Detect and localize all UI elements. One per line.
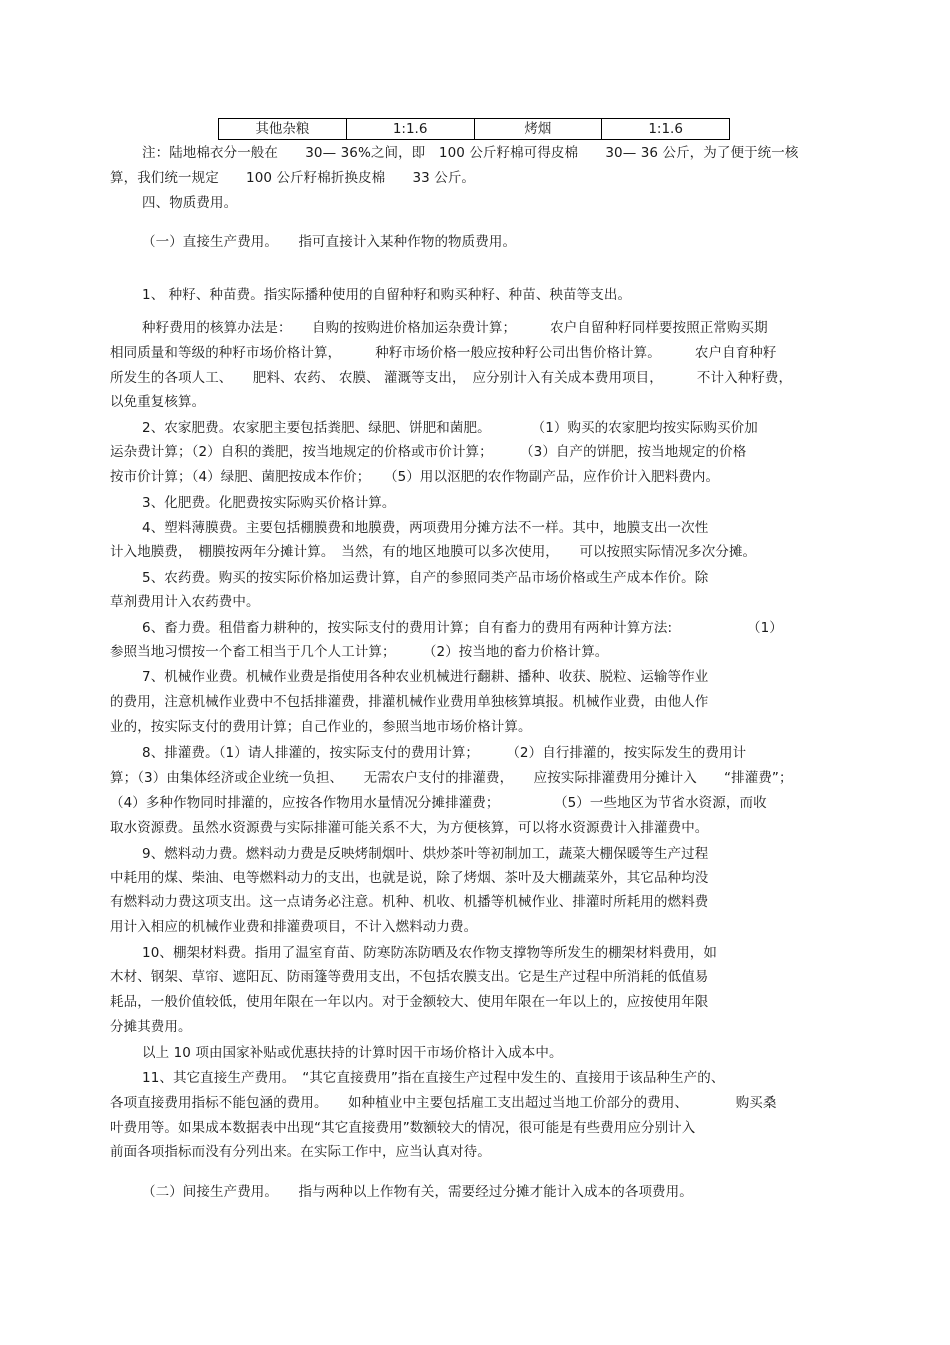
- item-10-line: 耗品，一般价值较低，使用年限在一年以内。对于金额较大、使用年限在一年以上的，应按使用年限: [110, 994, 709, 1010]
- table-cell-crop-tobacco: 烤烟: [474, 119, 602, 140]
- item-9-line: 9、燃料动力费。燃料动力费是反映烤制烟叶、烘炒茶叶等初制加工，蔬菜大棚保暖等生产过程: [142, 846, 709, 862]
- item-2-line: 运杂费计算；（2）自积的粪肥，按当地规定的价格或市价计算； （3）自产的饼肥，按当地规定的价格: [110, 444, 747, 460]
- item-11-line: 11、其它直接生产费用。 “其它直接费用”指在直接生产过程中发生的、直接用于该品种生产的、: [142, 1070, 725, 1086]
- item-8-line: 8、排灌费。（1）请人排灌的，按实际支付的费用计算； （2）自行排灌的，按实际发生的费用计: [142, 745, 747, 761]
- item-9-line: 中耗用的煤、柴油、电等燃料动力的支出，也就是说，除了烤烟、茶叶及大棚蔬菜外，其它品种均没: [110, 870, 709, 886]
- item-8-line: 取水资源费。虽然水资源费与实际排灌可能关系不大，为方便核算，可以将水资源费计入排灌费中。: [110, 820, 709, 836]
- paragraph-line: 相同质量和等级的种籽市场价格计算， 种籽市场价格一般应按种籽公司出售价格计算。 农户自育种籽: [110, 345, 777, 361]
- item-5-line: 草剂费用计入农药费中。: [110, 594, 260, 610]
- item-9-line: 有燃料动力费这项支出。这一点请务必注意。机种、机收、机播等机械作业、排灌时所耗用的燃料费: [110, 894, 709, 910]
- item-11-line: 各项直接费用指标不能包涵的费用。 如种植业中主要包括雇工支出超过当地工价部分的费用、 购买桑: [110, 1095, 777, 1111]
- item-7-line: 7、机械作业费。机械作业费是指使用各种农业机械进行翻耕、播种、收获、脱粒、运输等作业: [142, 669, 709, 685]
- item-7-line: 业的，按实际支付的费用计算；自己作业的，参照当地市场价格计算。: [110, 719, 532, 735]
- item-7-line: 的费用，注意机械作业费中不包括排灌费，排灌机械作业费用单独核算填报。机械作业费，由他人作: [110, 694, 709, 710]
- item-9-line: 用计入相应的机械作业费和排灌费项目，不计入燃料动力费。: [110, 919, 478, 935]
- paragraph-line: 所发生的各项人工、 肥料、农药、 农膜、 灌溉等支出， 应分别计入有关成本费用项目， 不计入种籽费，: [110, 370, 793, 386]
- note-line-2: 算，我们统一规定 100 公斤籽棉折换皮棉 33 公斤。: [110, 170, 476, 186]
- item-2-line: 按市价计算；（4）绿肥、菌肥按成本作价； （5）用以沤肥的农作物副产品，应作价计入肥料费内。: [110, 469, 720, 485]
- item-1-heading: 1、 种籽、种苗费。指实际播种使用的自留种籽和购买种籽、种苗、秧苗等支出。: [142, 287, 632, 303]
- item-2-line: 2、农家肥费。农家肥主要包括粪肥、绿肥、饼肥和菌肥。 （1）购买的农家肥均按实际购买价加: [142, 420, 758, 436]
- subsection-heading-indirect-costs: （二）间接生产费用。 指与两种以上作物有关，需要经过分摊才能计入成本的各项费用。: [142, 1184, 693, 1200]
- item-11-line: 叶费用等。如果成本数据表中出现“其它直接费用”数额较大的情况，很可能是有些费用应分别计入: [110, 1120, 696, 1136]
- conversion-ratio-table: [218, 118, 730, 140]
- table-cell-crop-grain: 其他杂粮: [219, 119, 347, 140]
- item-3-line: 3、化肥费。化肥费按实际购买价格计算。: [142, 495, 396, 511]
- item-11-line: 前面各项指标而没有分列出来。在实际工作中，应当认真对待。: [110, 1144, 491, 1160]
- paragraph-line: 以免重复核算。: [110, 394, 206, 410]
- item-6-line: 6、畜力费。租借畜力耕种的，按实际支付的费用计算；自有畜力的费用有两种计算方法: （1）: [142, 620, 783, 636]
- item-8-line: （4）多种作物同时排灌的，应按各作物用水量情况分摊排灌费； （5）一些地区为节省水资源，而收: [110, 795, 767, 811]
- item-10-line: 分摊其费用。: [110, 1019, 192, 1035]
- item-4-line: 4、塑料薄膜费。主要包括棚膜费和地膜费，两项费用分摊方法不一样。其中，地膜支出一次性: [142, 520, 709, 536]
- item-5-line: 5、农药费。购买的按实际价格加运费计算，自产的参照同类产品市场价格或生产成本作价。除: [142, 570, 709, 586]
- subsection-heading-direct-costs: （一）直接生产费用。 指可直接计入某种作物的物质费用。: [142, 234, 517, 250]
- table-row: [219, 119, 730, 140]
- table-cell-ratio-grain: 1:1.6: [346, 119, 474, 140]
- paragraph-line: 种籽费用的核算办法是： 自购的按购进价格加运杂费计算； 农户自留种籽同样要按照正常购买期: [142, 320, 768, 336]
- item-6-line: 参照当地习惯按一个畜工相当于几个人工计算； （2）按当地的畜力价格计算。: [110, 644, 609, 660]
- table-cell-ratio-tobacco: 1:1.6: [602, 119, 730, 140]
- item-10-line: 10、棚架材料费。指用了温室育苗、防寒防冻防晒及农作物支撑物等所发生的棚架材料费用，如: [142, 945, 717, 961]
- item-10-line: 木材、钢架、草帘、遮阳瓦、防雨篷等费用支出，不包括农膜支出。它是生产过程中所消耗的低值易: [110, 969, 709, 985]
- item-8-line: 算；（3）由集体经济或企业统一负担、 无需农户支付的排灌费， 应按实际排灌费用分摊计入 “排灌费”；: [110, 770, 793, 786]
- item-4-line: 计入地膜费， 棚膜按两年分摊计算。 当然，有的地区地膜可以多次使用， 可以按照实际情况多次分摊。: [110, 544, 757, 560]
- summary-line: 以上 10 项由国家补贴或优惠扶持的计算时因干市场价格计入成本中。: [142, 1045, 563, 1061]
- note-line-1: 注：陆地棉衣分一般在 30— 36%之间，即 100 公斤籽棉可得皮棉 30— 36 公斤，为了便于统一核: [142, 145, 799, 161]
- section-heading-material-costs: 四、物质费用。: [142, 195, 238, 211]
